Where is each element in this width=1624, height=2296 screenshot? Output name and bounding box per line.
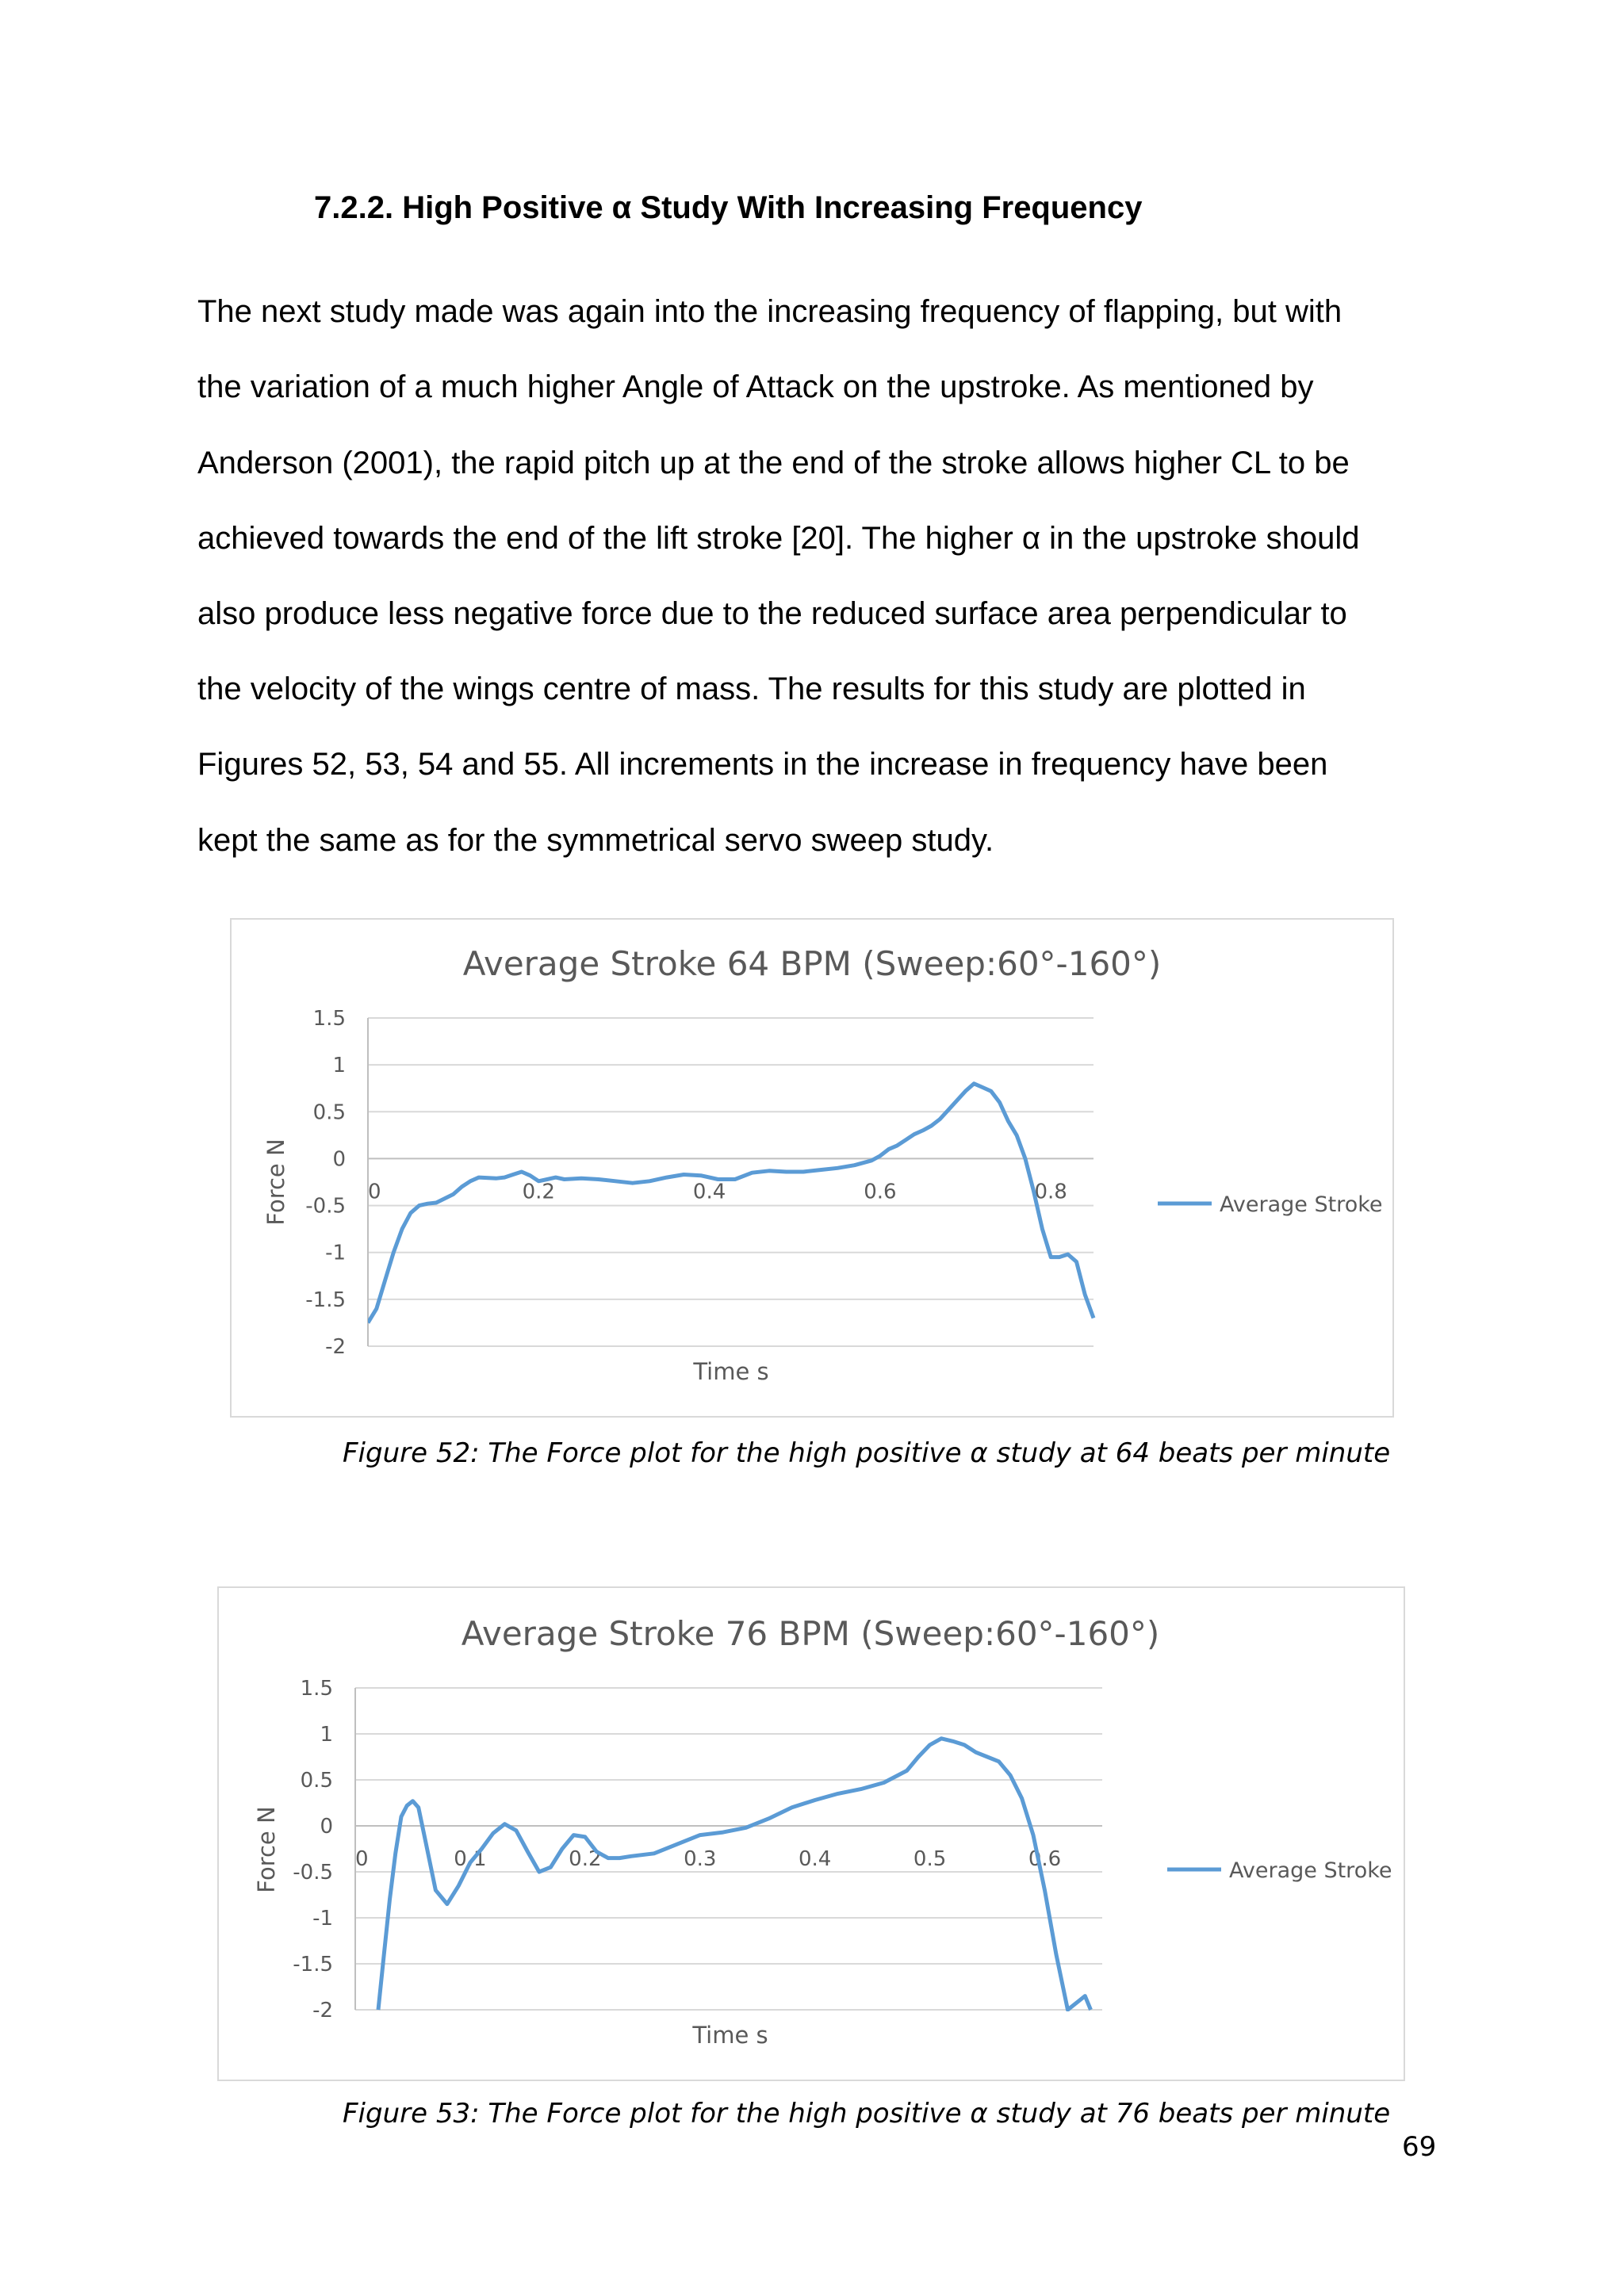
chart2-y-tick-label: 0.5 [300, 1769, 333, 1793]
chart1-y-tick-label: 1 [332, 1054, 346, 1078]
chart1-x-tick-label: 0.2 [522, 1180, 555, 1204]
paragraph-line: Figures 52, 53, 54 and 55. All increments in the increase in frequency have been [197, 747, 1328, 782]
chart-64bpm-svg [232, 920, 1392, 1416]
chart1-y-tick-label: -1.5 [305, 1288, 346, 1312]
paragraph-line: achieved towards the end of the lift stroke [20]. The higher α in the upstroke should [197, 521, 1360, 556]
chart-64bpm [230, 918, 1394, 1418]
chart2-y-tick-label: -1 [312, 1907, 333, 1931]
chart1-y-tick-label: 0.5 [312, 1100, 346, 1125]
chart1-x-tick-label: 0.6 [864, 1180, 897, 1204]
chart1-y-tick-label: -0.5 [305, 1194, 346, 1219]
chart2-y-tick-label: 1.5 [300, 1677, 333, 1701]
chart2-y-tick-label: -2 [312, 1999, 333, 2022]
chart2-title: Average Stroke 76 BPM (Sweep:60°-160°) [461, 1614, 1160, 1653]
chart2-x-tick-label: 0.4 [799, 1847, 832, 1871]
chart2-y-tick-label: 0 [320, 1815, 333, 1839]
chart1-y-tick-label: -1 [325, 1241, 346, 1265]
chart2-x-tick-label: 0.1 [454, 1847, 487, 1871]
chart1-x-tick-label: 0 [368, 1180, 381, 1204]
paragraph-line: Anderson (2001), the rapid pitch up at the end of the stroke allows higher CL to be [197, 446, 1350, 480]
paragraph-line: the variation of a much higher Angle of Attack on the upstroke. As mentioned by [197, 369, 1314, 404]
chart2-x-tick-label: 0.6 [1028, 1847, 1062, 1871]
chart1-y-axis-label: Force N [262, 1138, 289, 1226]
chart1-x-tick-label: 0.4 [692, 1180, 726, 1204]
paragraph-line: also produce less negative force due to the reduced surface area perpendicular to [197, 596, 1347, 631]
chart2-x-tick-label: 0.3 [684, 1847, 717, 1871]
paragraph-line: kept the same as for the symmetrical servo sweep study. [197, 823, 994, 858]
chart2-legend-label: Average Stroke [1229, 1858, 1392, 1883]
chart1-title: Average Stroke 64 BPM (Sweep:60°-160°) [462, 944, 1162, 983]
figure-caption-52: Figure 52: The Force plot for the high positive α study at 64 beats per minute [343, 1437, 1391, 1469]
page-number: 69 [1402, 2131, 1437, 2163]
chart2-x-tick-label: 0.5 [913, 1847, 947, 1871]
chart2-y-tick-label: -1.5 [293, 1953, 333, 1976]
paragraph-line: The next study made was again into the increasing frequency of flapping, but with [197, 294, 1342, 329]
section-heading: 7.2.2. High Positive α Study With Increasing Frequency [314, 190, 1143, 225]
chart1-y-tick-label: 1.5 [312, 1007, 346, 1031]
chart1-series-line [368, 1084, 1094, 1323]
chart-76bpm [217, 1586, 1405, 2081]
chart2-x-tick-label: 0 [355, 1847, 369, 1871]
chart1-y-tick-label: -2 [325, 1335, 346, 1359]
chart-76bpm-svg [219, 1588, 1404, 2080]
chart2-x-axis-label: Time s [692, 2022, 768, 2049]
chart1-y-tick-label: 0 [332, 1147, 346, 1172]
paragraph-line: the velocity of the wings centre of mass. The results for this study are plotted in [197, 672, 1306, 706]
figure-caption-53: Figure 53: The Force plot for the high positive α study at 76 beats per minute [343, 2098, 1391, 2130]
chart2-y-axis-label: Force N [253, 1806, 280, 1893]
chart1-x-axis-label: Time s [693, 1358, 769, 1385]
chart1-x-tick-label: 0.8 [1034, 1180, 1067, 1204]
chart2-y-tick-label: -0.5 [293, 1861, 333, 1885]
chart1-legend-label: Average Stroke [1220, 1192, 1383, 1217]
chart2-x-tick-label: 0.2 [569, 1847, 602, 1871]
chart2-y-tick-label: 1 [320, 1723, 333, 1747]
